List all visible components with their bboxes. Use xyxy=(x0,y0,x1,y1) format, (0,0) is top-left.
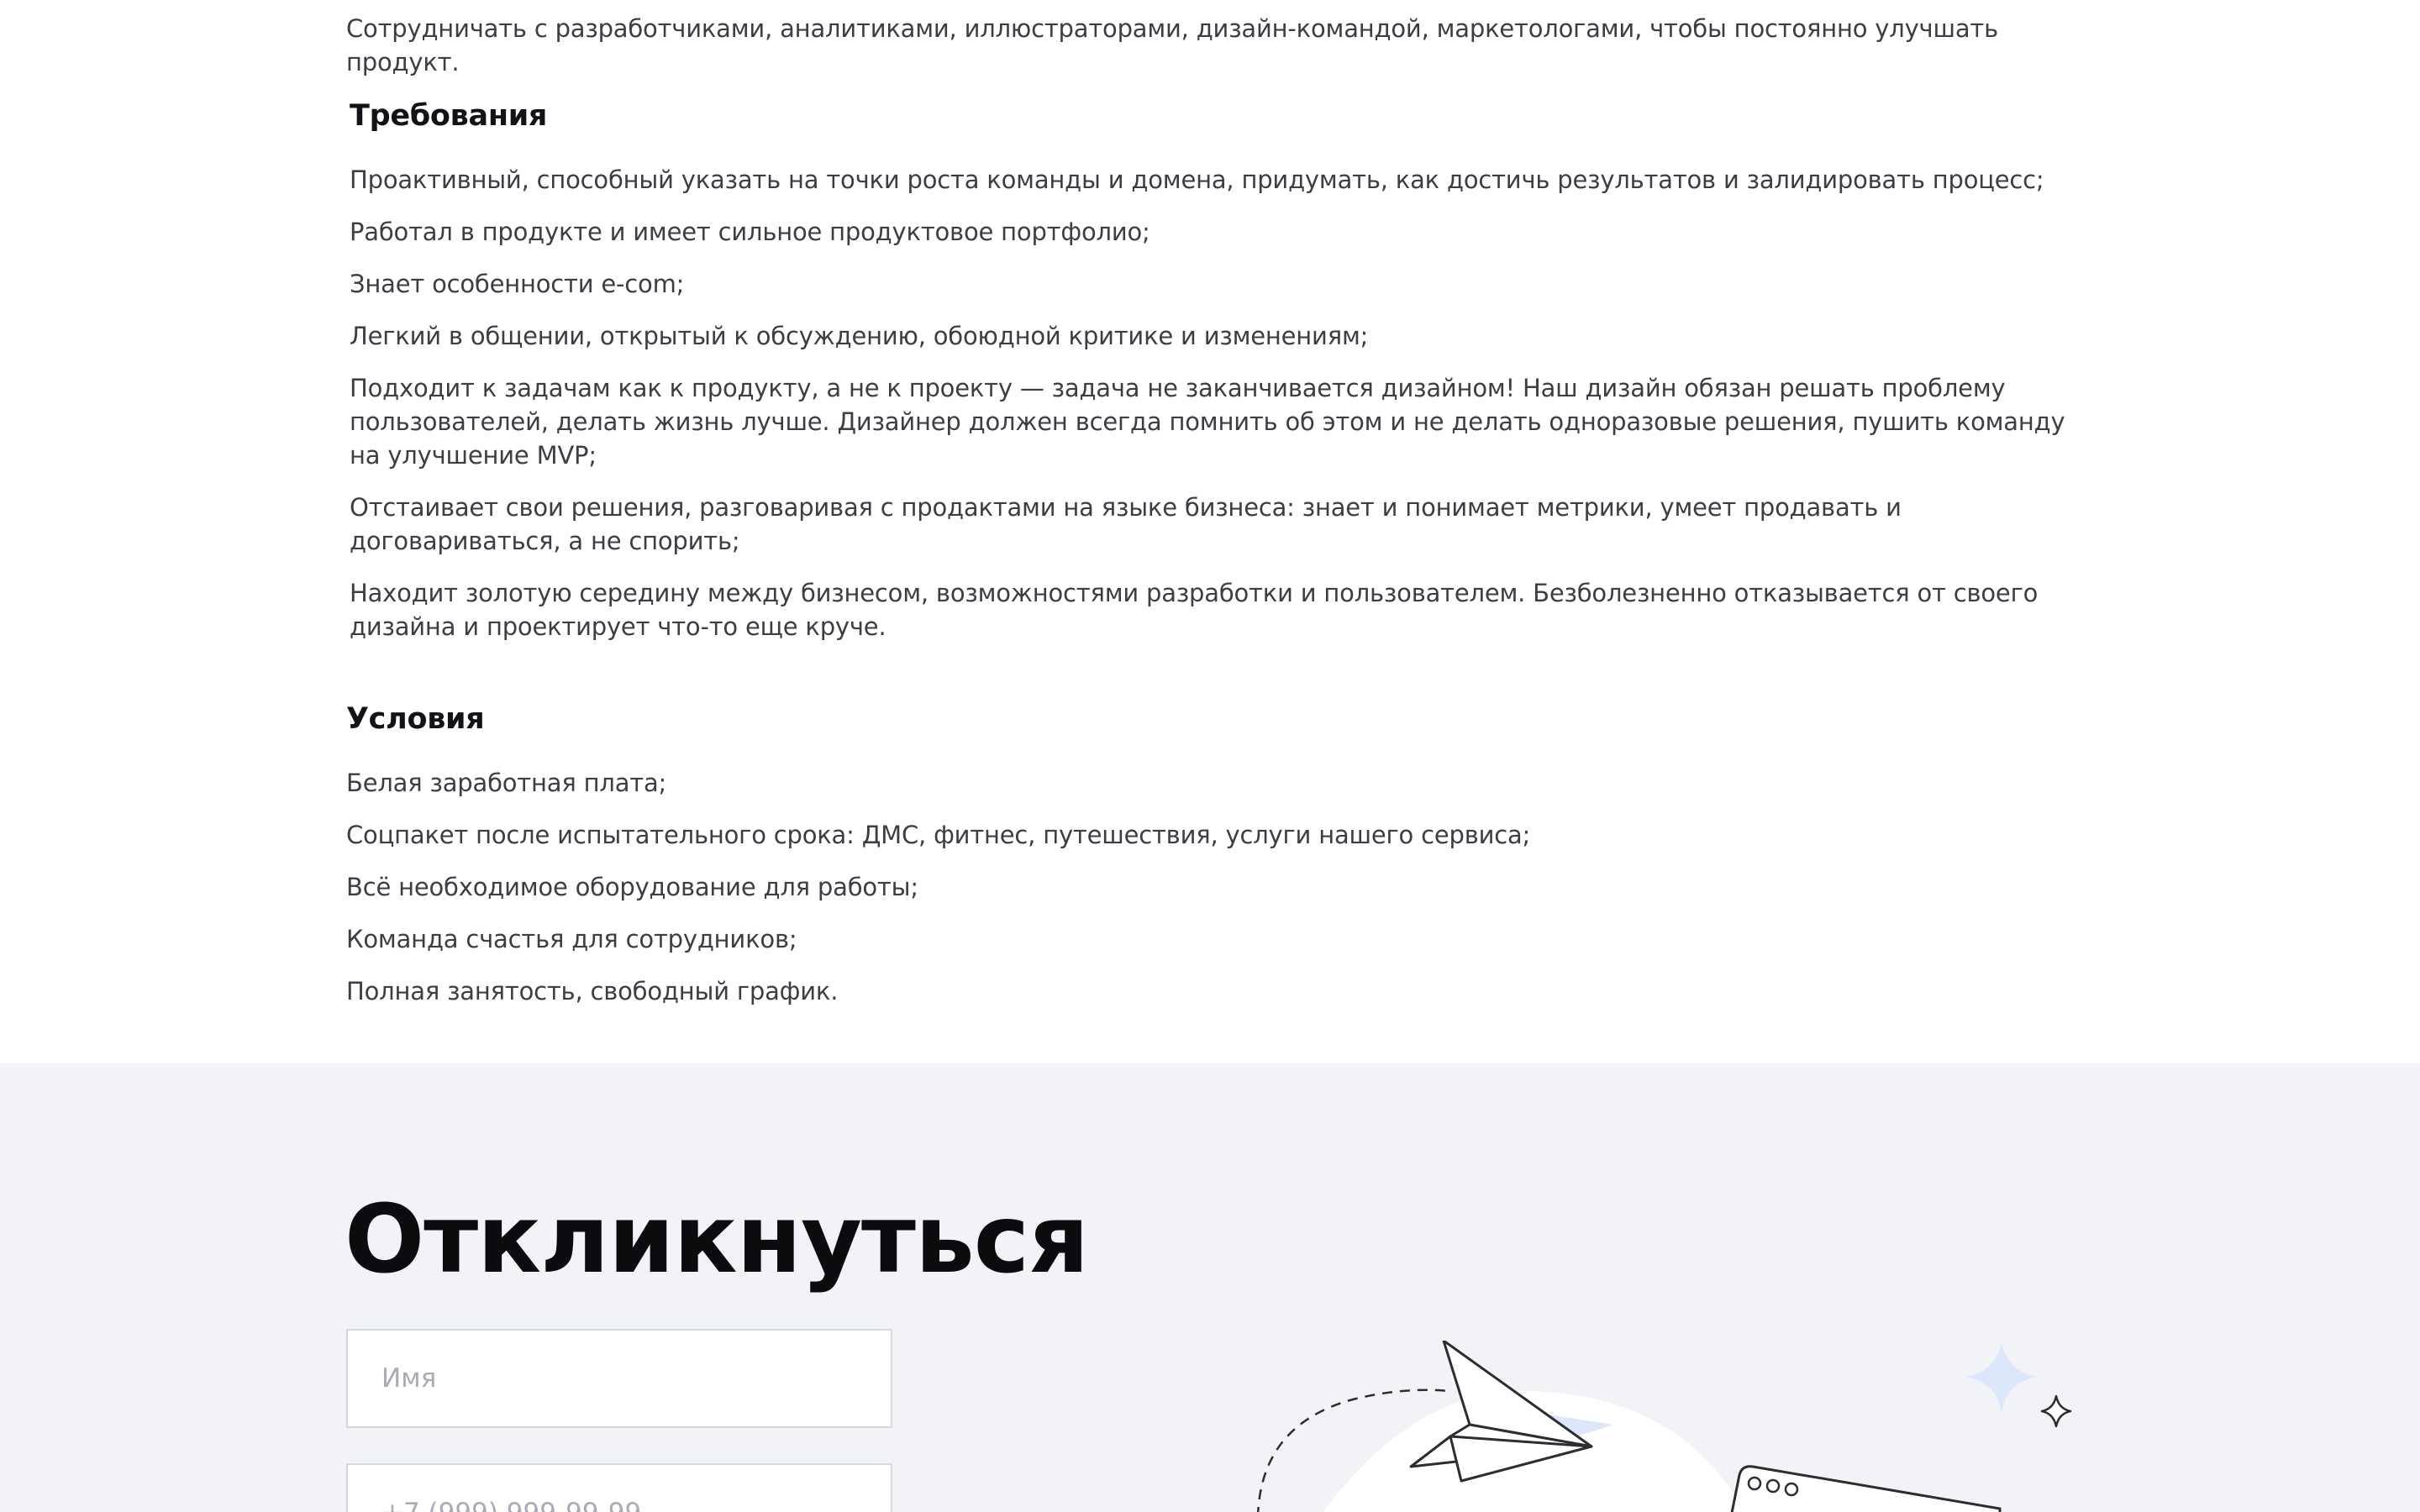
list-item: Всё необходимое оборудование для работы; xyxy=(346,873,918,901)
list-item: Отстаивает свои решения, разговаривая с продактами на языке бизнеса: знает и понимает метрики, умеет продавать и договариваться, а не спорить; xyxy=(350,493,1902,555)
list-item: Находит золотую середину между бизнесом, возможностями разработки и пользователем. Безболезненно отказывается от своего дизайна и проектирует что-то еще круче. xyxy=(350,579,2039,641)
requirements-section xyxy=(350,97,2072,662)
apply-illustration xyxy=(1244,1341,2084,1512)
list-item: Полная занятость, свободный график. xyxy=(346,977,839,1005)
conditions-title: Условия xyxy=(346,702,485,736)
conditions-section xyxy=(346,701,2069,1026)
list-item: Белая заработная плата; xyxy=(346,769,667,797)
list-item: Подходит к задачам как к продукту, а не к проекту — задача не заканчивается дизайном! Наш дизайн обязан решать проблему пользователей, делать жизнь лучше. Дизайнер должен всегда помнить об этом и не делать одноразовые решения, пушить команду на улучшение MVP; xyxy=(350,374,2065,470)
conditions-list xyxy=(346,766,2069,1008)
phone-field[interactable] xyxy=(346,1463,892,1512)
sparkle-icon xyxy=(2042,1396,2070,1426)
apply-section xyxy=(0,1063,2420,1512)
requirements-list xyxy=(350,163,2072,643)
name-field[interactable] xyxy=(346,1329,892,1428)
apply-title: Откликнуться xyxy=(345,1185,1089,1294)
intro-block xyxy=(346,12,2069,79)
browser-window-icon xyxy=(1731,1467,2000,1512)
list-item: Соцпакет после испытательного срока: ДМС, фитнес, путешествия, услуги нашего сервиса; xyxy=(346,821,1531,849)
list-item: Проактивный, способный указать на точки роста команды и домена, придумать, как достичь результатов и залидировать процесс; xyxy=(350,165,2044,194)
sparkle-icon xyxy=(1965,1341,2038,1413)
list-item: Легкий в общении, открытый к обсуждению, обоюдной критике и изменениям; xyxy=(350,322,1369,350)
requirements-title: Требования xyxy=(350,99,548,133)
list-item: Команда счастья для сотрудников; xyxy=(346,925,797,953)
list-item: Знает особенности e-com; xyxy=(350,270,685,298)
list-item: Работал в продукте и имеет сильное продуктовое портфолио; xyxy=(350,218,1150,246)
intro-text: Сотрудничать с разработчиками, аналитиками, иллюстраторами, дизайн-командой, маркетологами, чтобы постоянно улучшать продукт. xyxy=(346,14,1998,76)
